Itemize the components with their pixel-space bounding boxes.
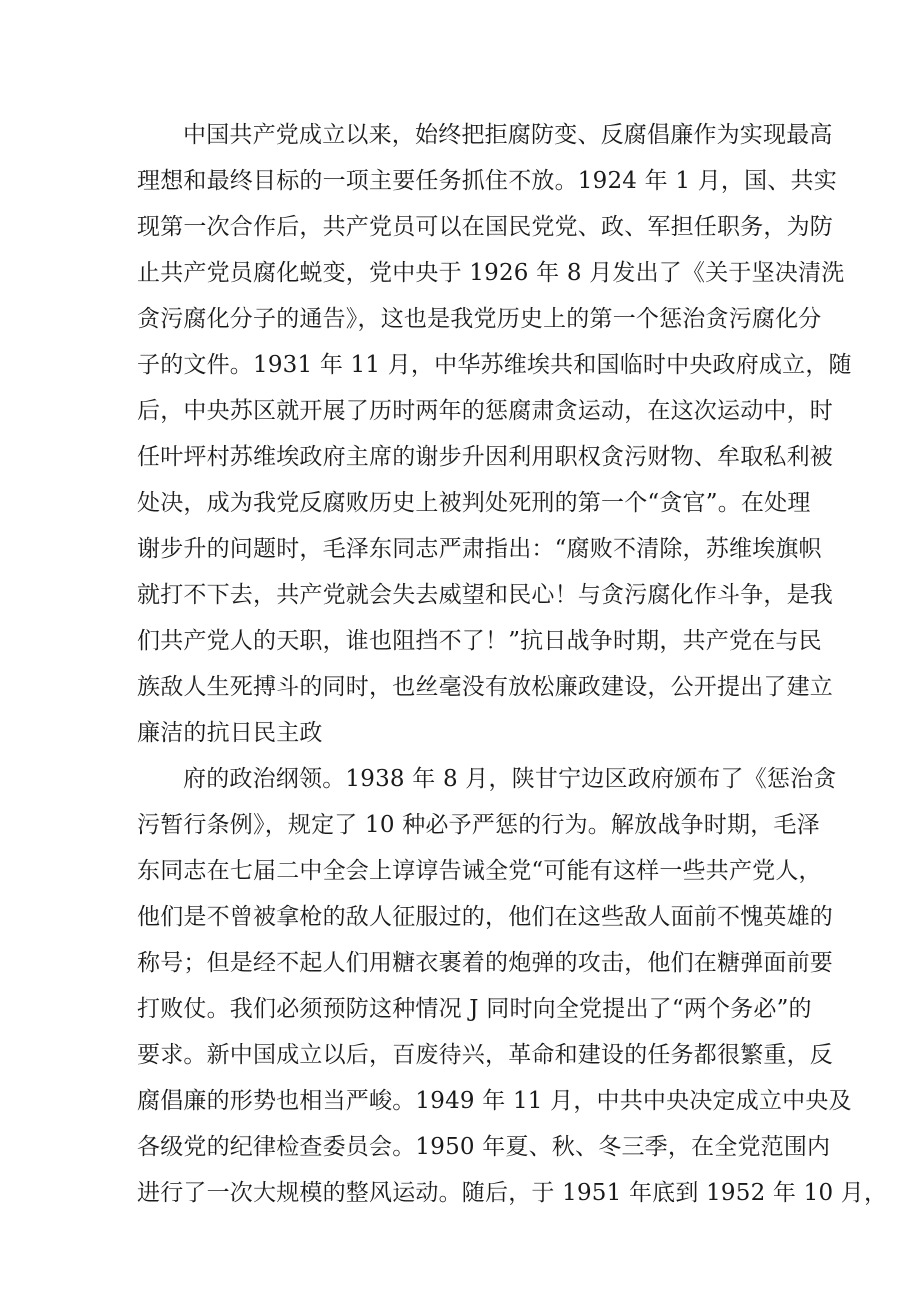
paragraph-line: 子的文件。1931 年 11 月，中华苏维埃共和国临时中央政府成立，随 — [137, 352, 852, 378]
paragraph-2 — [137, 756, 888, 1216]
paragraph-line: 廉洁的抗日民主政 — [137, 720, 323, 746]
paragraph-line: 止共产党员腐化蜕变，党中央于 1926 年 8 月发出了《关于坚决清洗 — [137, 260, 845, 286]
paragraph-line: 谢步升的问题时，毛泽东同志严肃指出：“腐败不清除，苏维埃旗帜 — [137, 536, 822, 562]
paragraph-line: 他们是不曾被拿枪的敌人征服过的，他们在这些敌人面前不愧英雄的 — [137, 904, 833, 930]
paragraph-line: 污暂行条例》，规定了 10 种必予严惩的行为。解放战争时期，毛泽 — [137, 812, 820, 838]
paragraph-line: 各级党的纪律检查委员会。1950 年夏、秋、冬三季，在全党范围内 — [137, 1134, 831, 1160]
document-body — [137, 112, 888, 1216]
paragraph-line: 现第一次合作后，共产党员可以在国民党党、政、军担任职务，为防 — [137, 214, 833, 240]
paragraph-line: 中国共产党成立以来，始终把拒腐防变、反腐倡廉作为实现最高 — [183, 122, 833, 148]
paragraph-line: 进行了一次大规模的整风运动。随后，于 1951 年底到 1952 年 10 月， — [137, 1180, 888, 1206]
paragraph-line: 理想和最终目标的一项主要任务抓住不放。1924 年 1 月，国、共实 — [137, 168, 837, 194]
paragraph-line: 腐倡廉的形势也相当严峻。1949 年 11 月，中共中央决定成立中央及 — [137, 1088, 852, 1114]
paragraph-line: 打败仗。我们必须预防这种情况 J 同时向全党提出了“两个务必”的 — [137, 996, 812, 1022]
paragraph-line: 们共产党人的天职，谁也阻挡不了！”抗日战争时期，共产党在与民 — [137, 628, 822, 654]
paragraph-line: 后，中央苏区就开展了历时两年的惩腐肃贪运动，在这次运动中，时 — [137, 398, 833, 424]
paragraph-1 — [137, 112, 852, 756]
paragraph-line: 贪污腐化分子的通告》，这也是我党历史上的第一个惩治贪污腐化分 — [137, 306, 822, 332]
paragraph-line: 族敌人生死搏斗的同时，也丝毫没有放松廉政建设，公开提出了建立 — [137, 674, 833, 700]
paragraph-line: 任叶坪村苏维埃政府主席的谢步升因利用职权贪污财物、牟取私利被 — [137, 444, 833, 470]
paragraph-line: 就打不下去，共产党就会失去威望和民心！与贪污腐化作斗争，是我 — [137, 582, 833, 608]
paragraph-line: 府的政治纲领。1938 年 8 月，陕甘宁边区政府颁布了《惩治贪 — [183, 766, 837, 792]
paragraph-line: 要求。新中国成立以后，百废待兴，革命和建设的任务都很繁重，反 — [137, 1042, 833, 1068]
paragraph-line: 处决，成为我党反腐败历史上被判处死刑的第一个“贪官”。在处理 — [137, 490, 811, 516]
paragraph-line: 称号；但是经不起人们用糖衣裹着的炮弹的攻击，他们在糖弹面前要 — [137, 950, 833, 976]
paragraph-line: 东同志在七届二中全会上谆谆告诫全党“可能有这样一些共产党人， — [137, 858, 822, 884]
